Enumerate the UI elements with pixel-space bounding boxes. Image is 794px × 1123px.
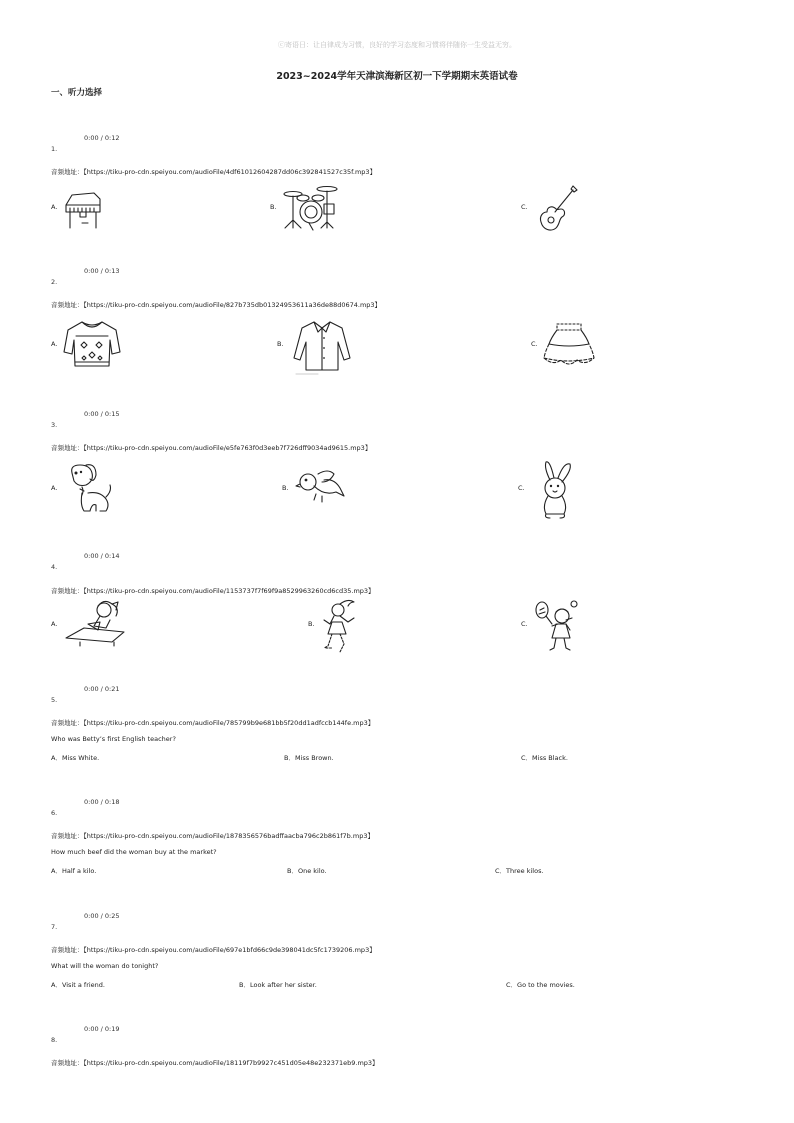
dog-icon [66,461,116,515]
question-number: 2. [51,278,58,286]
sweater-icon [62,318,122,370]
audio-player-time[interactable]: 0:00 / 0:25 [84,912,120,920]
option-a[interactable]: A．Half a kilo. [51,867,97,875]
option-c[interactable]: C．Miss Black. [521,754,568,762]
audio-player-time[interactable]: 0:00 / 0:13 [84,267,120,275]
audio-player-time[interactable]: 0:00 / 0:19 [84,1025,120,1033]
question-number: 3. [51,421,58,429]
drum-kit-icon [281,184,341,232]
question-text: How much beef did the woman buy at the market? [51,848,217,856]
audio-url[interactable]: 音频地址：【https://tiku-pro-cdn.speiyou.com/audioFile/1878356576badffaacba796c2b861f7b.mp3】 [51,832,374,840]
girl-playing-tennis-icon [532,598,582,654]
option-label[interactable]: C. [521,620,528,628]
audio-url[interactable]: 音频地址：【https://tiku-pro-cdn.speiyou.com/audioFile/e5fe763f0d3eeb7f726dff9034ad9615.mp3】 [51,444,372,452]
audio-url[interactable]: 音频地址：【https://tiku-pro-cdn.speiyou.com/audioFile/785799b9e681bb5f20dd1adfccb144fe.mp3】 [51,719,375,727]
skirt-icon [541,320,597,370]
option-label[interactable]: A. [51,620,58,628]
option-label[interactable]: B. [277,340,284,348]
section-heading: 一、听力选择 [51,88,103,98]
bird-icon [294,466,346,506]
audio-player-time[interactable]: 0:00 / 0:12 [84,134,120,142]
question-number: 1. [51,145,58,153]
guitar-icon [535,182,581,236]
option-label[interactable]: B. [270,203,277,211]
piano-icon [62,191,104,231]
question-number: 4. [51,563,58,571]
question-number: 5. [51,696,58,704]
option-label[interactable]: A. [51,340,58,348]
option-c[interactable]: C．Three kilos. [495,867,544,875]
audio-url[interactable]: 音频地址：【https://tiku-pro-cdn.speiyou.com/audioFile/18119f7b9927c451d05e48e232371eb9.mp3】 [51,1059,379,1067]
option-a[interactable]: A．Miss White. [51,754,100,762]
question-number: 6. [51,809,58,817]
audio-url[interactable]: 音频地址：【https://tiku-pro-cdn.speiyou.com/audioFile/697e1bfd66c9de398041dc5fc1739206.mp3】 [51,946,376,954]
option-label[interactable]: C. [521,203,528,211]
audio-player-time[interactable]: 0:00 / 0:18 [84,798,120,806]
audio-player-time[interactable]: 0:00 / 0:21 [84,685,120,693]
question-number: 7. [51,923,58,931]
rabbit-icon [534,458,578,520]
shirt-icon [290,318,354,376]
question-text: What will the woman do tonight? [51,962,159,970]
option-b[interactable]: B．One kilo. [287,867,327,875]
option-b[interactable]: B．Look after her sister. [239,981,317,989]
option-label[interactable]: A. [51,484,58,492]
option-label[interactable]: B. [308,620,315,628]
audio-url[interactable]: 音频地址：【https://tiku-pro-cdn.speiyou.com/audioFile/827b735db01324953611a36de88d0674.mp3】 [51,301,382,309]
girl-reading-icon [64,598,128,648]
option-b[interactable]: B．Miss Brown. [284,754,334,762]
audio-player-time[interactable]: 0:00 / 0:15 [84,410,120,418]
option-label[interactable]: A. [51,203,58,211]
option-label[interactable]: C. [531,340,538,348]
audio-url[interactable]: 音频地址：【https://tiku-pro-cdn.speiyou.com/audioFile/1153737f7f69f9a8529963260cd6cd35.mp3】 [51,587,375,595]
question-text: Who was Betty’s first English teacher? [51,735,176,743]
option-c[interactable]: C．Go to the movies. [506,981,575,989]
page-title: 2023~2024学年天津滨海新区初一下学期期末英语试卷 [276,71,518,82]
option-label[interactable]: B. [282,484,289,492]
option-a[interactable]: A．Visit a friend. [51,981,105,989]
option-label[interactable]: C. [518,484,525,492]
audio-player-time[interactable]: 0:00 / 0:14 [84,552,120,560]
question-number: 8. [51,1036,58,1044]
girl-dancing-icon [320,598,358,656]
watermark-text: ⓒ寄语日：让自律成为习惯，良好的学习态度和习惯将伴随你一生受益无穷。 [278,41,516,49]
audio-url[interactable]: 音频地址：【https://tiku-pro-cdn.speiyou.com/audioFile/4df61012604287dd06c392841527c35f.mp3】 [51,168,377,176]
